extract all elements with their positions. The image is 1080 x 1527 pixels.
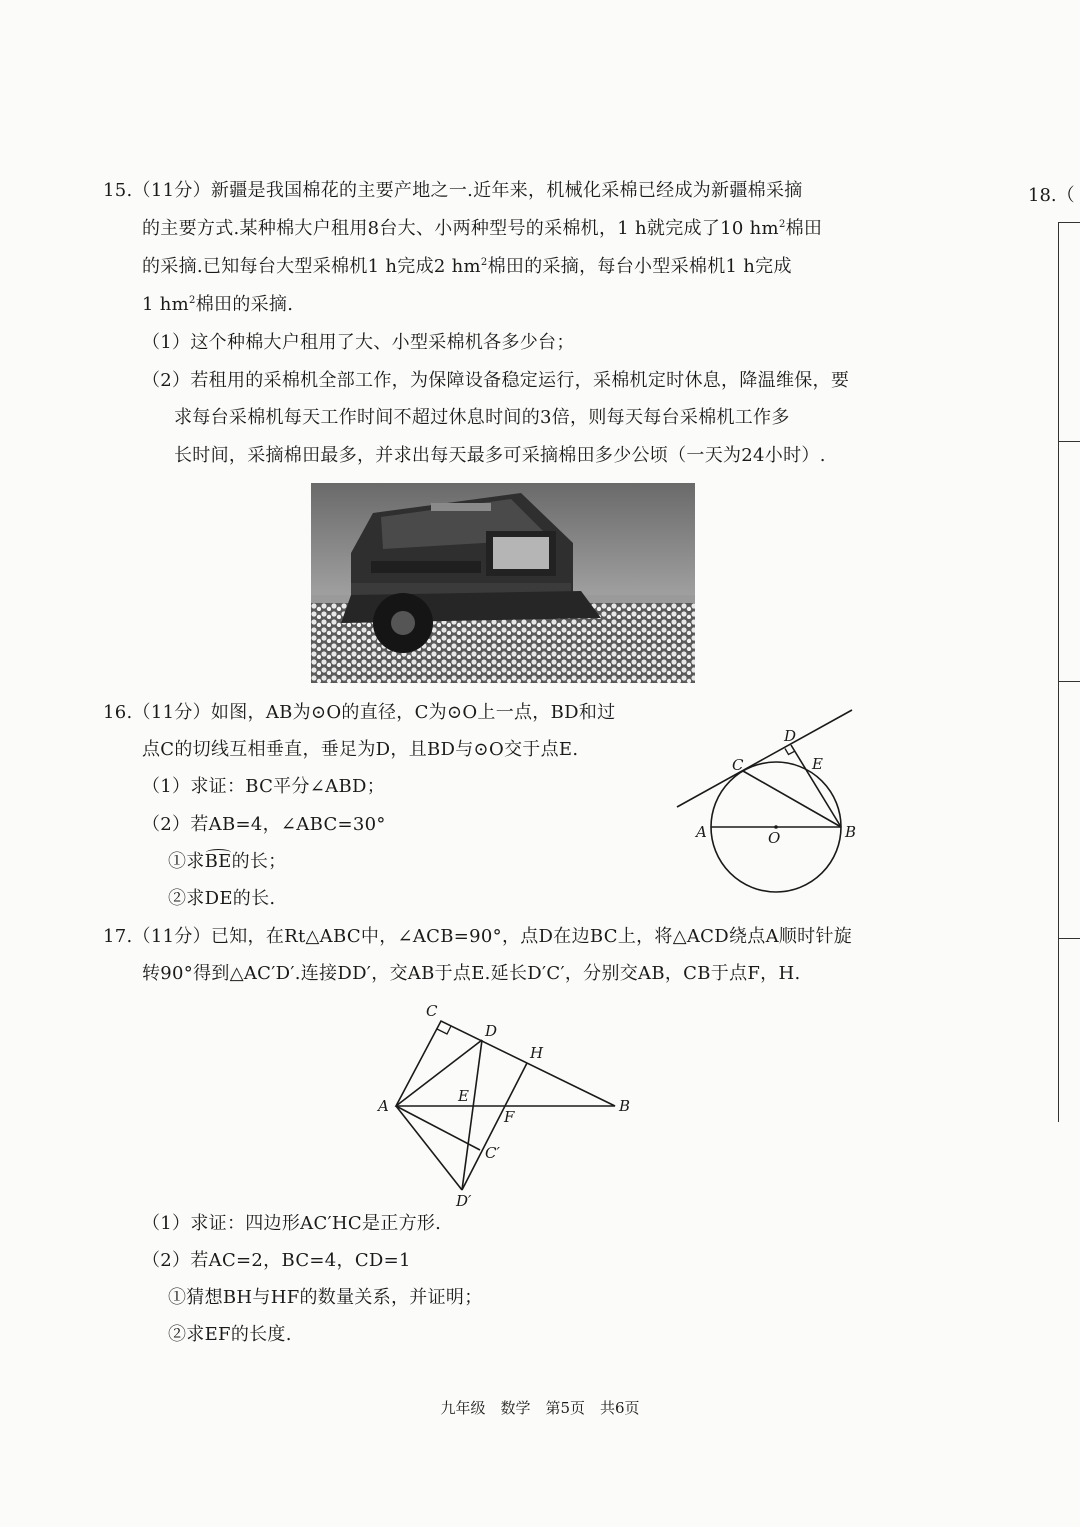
page-footer: 九年级 数学 第5页 共6页	[440, 1399, 640, 1417]
q15-line-3-end: 棉田的采摘，每台小型采棉机1 h完成	[487, 256, 792, 277]
superscript: 2	[189, 295, 196, 306]
q17-line-2: 转90°得到△AC′D′.连接DD′，交AB于点E.延长D′C′，分别交AB，CB于点F，H.	[142, 963, 801, 984]
label-b: B	[619, 1097, 631, 1115]
label-c: C	[732, 756, 744, 774]
segment-d-prime-h	[462, 1063, 527, 1190]
q17-part-2: （2）若AC=2，BC=4，CD=1	[142, 1250, 411, 1271]
q16-sub-1	[168, 852, 286, 872]
q15-part-1: （1）这个种棉大户租用了大、小型采棉机各多少台；	[142, 332, 575, 353]
label-c: C	[426, 1002, 438, 1020]
next-question-stub: 18.（	[1028, 185, 1075, 206]
q17-part-1: （1）求证：四边形AC′HC是正方形.	[142, 1213, 442, 1234]
q15-line-4	[142, 295, 293, 315]
label-a: A	[378, 1097, 389, 1115]
superscript: 2	[480, 257, 488, 268]
q16-sub-2: ②求DE的长.	[168, 888, 276, 909]
q16-part-1: （1）求证：BC平分∠ABD；	[142, 776, 386, 797]
q15-line-4-text: 1 hm	[142, 294, 190, 315]
label-h: H	[530, 1044, 544, 1062]
label-b: B	[845, 823, 857, 841]
segment-ac-prime	[396, 1106, 480, 1150]
triangle-acb	[396, 1021, 615, 1106]
label-o: O	[768, 829, 781, 847]
q15-part-2-line-1: （2）若租用的采棉机全部工作，为保障设备稳定运行，采棉机定时休息，降温维保，要	[142, 370, 850, 391]
label-d: D	[784, 727, 797, 745]
q15-line-3	[142, 257, 792, 277]
q17-sub-1: ①猜想BH与HF的数量关系，并证明；	[168, 1287, 483, 1308]
q15-line-2	[142, 219, 822, 239]
label-d-prime: D′	[456, 1192, 472, 1210]
segment-cb	[743, 771, 841, 827]
q17-triangle-figure	[370, 1000, 640, 1210]
q15-line-4-end: 棉田的采摘.	[195, 294, 294, 315]
q15-part-2-line-2: 求每台采棉机每天工作时间不超过休息时间的3倍，则每天每台采棉机工作多	[174, 407, 790, 428]
segment-dd-prime	[462, 1040, 482, 1190]
q15-part-2-line-3: 长时间，采摘棉田最多，并求出每天最多可采摘棉田多少公顷（一天为24小时）.	[174, 445, 826, 466]
label-e: E	[458, 1087, 469, 1105]
q15-line-2-text: 的主要方式.某种棉大户租用8台大、小两种型号的采棉机，1 h就完成了10 hm	[142, 218, 779, 239]
cotton-picker-photo	[311, 483, 695, 683]
answer-box-rule	[1058, 441, 1080, 442]
answer-box-rule	[1058, 938, 1080, 939]
q15-line-1: 15.（11分）新疆是我国棉花的主要产地之一.近年来，机械化采棉已经成为新疆棉采摘	[103, 180, 803, 201]
superscript: 2	[778, 219, 786, 230]
q16-sub-1-prefix: ①求	[168, 851, 205, 872]
q16-sub-1-suffix: 的长；	[231, 851, 287, 872]
tangent-line	[677, 710, 852, 807]
right-angle-mark	[437, 1026, 451, 1034]
q16-circle-figure	[670, 700, 870, 900]
answer-box-edge	[1058, 222, 1059, 1122]
cotton-picker-illustration	[311, 483, 695, 683]
q16-line-1: 16.（11分）如图，AB为⊙O的直径，C为⊙O上一点，BD和过	[103, 702, 616, 723]
segment-ad-prime	[396, 1106, 462, 1190]
label-a: A	[696, 823, 707, 841]
q17-line-1: 17.（11分）已知，在Rt△ABC中，∠ACB=90°，点D在边BC上，将△ACD绕点A顺时针旋	[103, 926, 853, 947]
label-f: F	[504, 1108, 515, 1126]
label-c-prime: C′	[485, 1144, 500, 1162]
answer-box-rule	[1058, 222, 1080, 223]
q16-line-2: 点C的切线互相垂直，垂足为D，且BD与⊙O交于点E.	[142, 739, 579, 760]
answer-box-rule	[1058, 681, 1080, 682]
arc-be-label: BE	[204, 851, 232, 872]
label-e: E	[812, 755, 823, 773]
q17-sub-2: ②求EF的长度.	[168, 1324, 292, 1345]
q16-part-2: （2）若AB=4，∠ABC=30°	[142, 814, 386, 835]
q15-line-2-end: 棉田	[785, 218, 823, 239]
label-d: D	[485, 1022, 498, 1040]
q15-line-3-text: 的采摘.已知每台大型采棉机1 h完成2 hm	[142, 256, 481, 277]
segment-ad	[396, 1040, 482, 1106]
